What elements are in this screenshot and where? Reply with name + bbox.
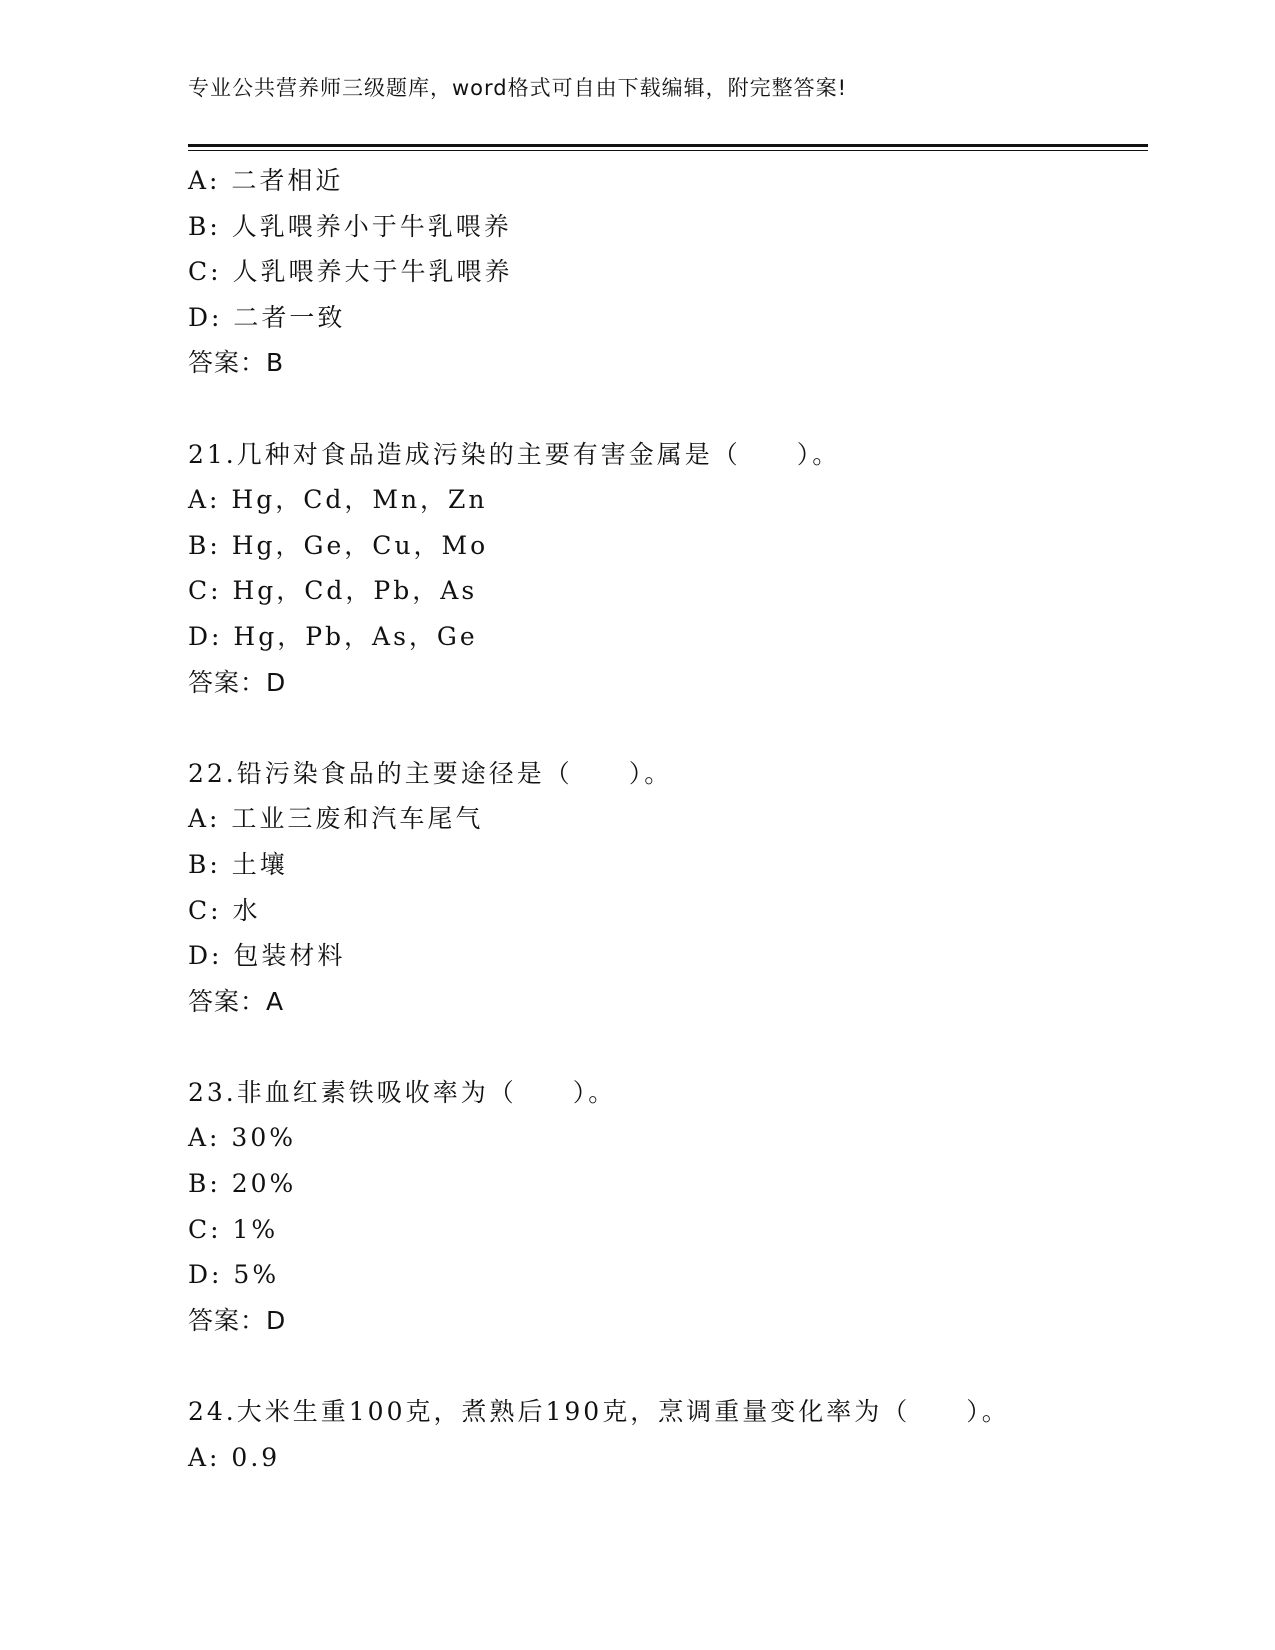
question-stem: 21.几种对食品造成污染的主要有害金属是（ ）。 — [188, 439, 841, 469]
header-rule-thick — [188, 144, 1148, 147]
option-b: B: Hg，Ge，Cu，Mo — [188, 530, 489, 560]
option-c: C: 人乳喂养大于牛乳喂养 — [188, 257, 513, 287]
question-block-prev — [188, 158, 1148, 386]
question-block-23 — [188, 1070, 1148, 1344]
header-rule-thin — [188, 150, 1148, 151]
option-d: D: 包装材料 — [188, 941, 346, 971]
spacer — [188, 1343, 1148, 1389]
answer-line: 答案：D — [188, 667, 287, 697]
option-b: B: 20% — [188, 1169, 297, 1199]
option-a: A: Hg，Cd，Mn，Zn — [188, 485, 488, 515]
option-d: D: 二者一致 — [188, 302, 346, 332]
option-a: A: 二者相近 — [188, 166, 344, 195]
option-c: C: 1% — [188, 1214, 279, 1244]
page-header: 专业公共营养师三级题库，word格式可自由下载编辑，附完整答案! — [188, 76, 848, 100]
question-block-24 — [188, 1389, 1148, 1480]
question-content — [188, 158, 1148, 1480]
question-block-22 — [188, 751, 1148, 1025]
option-b: B: 人乳喂养小于牛乳喂养 — [188, 211, 512, 241]
option-d: D: 5% — [188, 1260, 280, 1290]
question-stem: 22.铅污染食品的主要途径是（ ）。 — [188, 758, 673, 788]
option-c: C: 水 — [188, 895, 261, 925]
spacer — [188, 1024, 1148, 1070]
spacer — [188, 386, 1148, 432]
answer-line: 答案：A — [188, 986, 285, 1016]
question-stem: 24.大米生重100克，煮熟后190克，烹调重量变化率为（ ）。 — [188, 1397, 1010, 1427]
option-d: D: Hg，Pb，As，Ge — [188, 621, 478, 651]
option-a: A: 0.9 — [188, 1442, 281, 1472]
question-stem: 23.非血红素铁吸收率为（ ）。 — [188, 1077, 617, 1107]
option-a: A: 工业三废和汽车尾气 — [188, 804, 484, 834]
spacer — [188, 705, 1148, 751]
question-block-21 — [188, 432, 1148, 706]
option-b: B: 土壤 — [188, 849, 288, 879]
option-c: C: Hg，Cd，Pb，As — [188, 576, 478, 606]
answer-line: 答案：B — [188, 348, 285, 378]
option-a: A: 30% — [188, 1123, 296, 1153]
answer-line: 答案：D — [188, 1305, 287, 1335]
